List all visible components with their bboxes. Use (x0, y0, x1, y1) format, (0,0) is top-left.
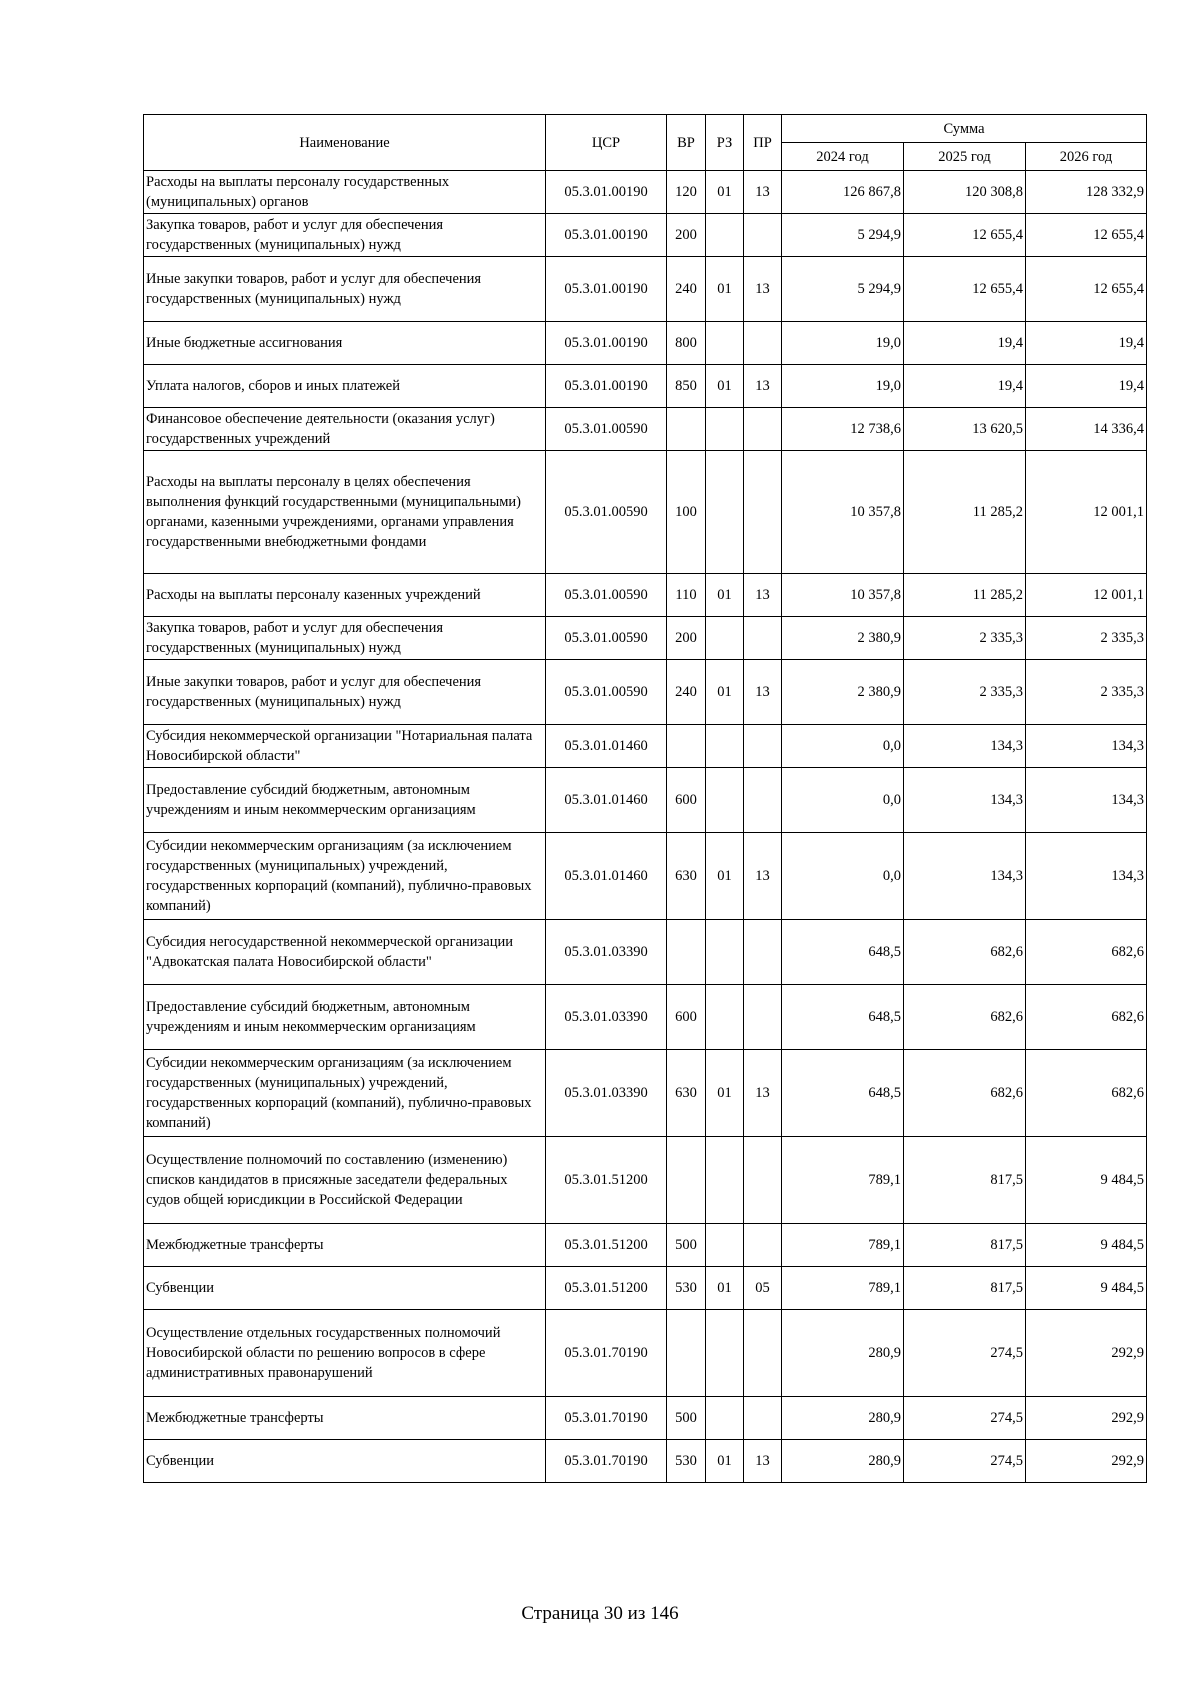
row-name: Финансовое обеспечение деятельности (оказания услуг) государственных учреждений (144, 408, 546, 451)
header-pr: ПР (744, 115, 782, 171)
row-amount-2026: 19,4 (1026, 365, 1147, 408)
row-amount-2024: 648,5 (782, 1050, 904, 1137)
row-amount-2024: 12 738,6 (782, 408, 904, 451)
row-name: Расходы на выплаты персоналу государственных (муниципальных) органов (144, 171, 546, 214)
row-vr (667, 1137, 706, 1224)
row-name: Расходы на выплаты персоналу в целях обеспечения выполнения функций государственными (муниципальными) органами, казенными учреждениями, органами управления государственными внебюджетными фондами (144, 451, 546, 574)
row-rz (706, 1224, 744, 1267)
row-amount-2024: 789,1 (782, 1267, 904, 1310)
row-vr (667, 408, 706, 451)
header-sum: Сумма (782, 115, 1147, 143)
row-amount-2024: 280,9 (782, 1440, 904, 1483)
header-year-2026: 2026 год (1026, 143, 1147, 171)
row-amount-2025: 682,6 (904, 1050, 1026, 1137)
row-vr: 530 (667, 1267, 706, 1310)
row-rz (706, 985, 744, 1050)
header-rz: РЗ (706, 115, 744, 171)
budget-table (143, 114, 1147, 1483)
row-name: Иные закупки товаров, работ и услуг для обеспечения государственных (муниципальных) нужд (144, 660, 546, 725)
row-csr: 05.3.01.00190 (546, 257, 667, 322)
row-csr: 05.3.01.01460 (546, 725, 667, 768)
row-vr: 850 (667, 365, 706, 408)
row-amount-2025: 19,4 (904, 365, 1026, 408)
row-name: Субсидии некоммерческим организациям (за исключением государственных (муниципальных) учреждений, государственных корпораций (компаний), публично-правовых компаний) (144, 833, 546, 920)
table-row (144, 660, 1147, 725)
table-row (144, 1310, 1147, 1397)
row-csr: 05.3.01.01460 (546, 768, 667, 833)
row-amount-2025: 134,3 (904, 725, 1026, 768)
row-csr: 05.3.01.03390 (546, 920, 667, 985)
row-amount-2025: 2 335,3 (904, 617, 1026, 660)
table-row (144, 171, 1147, 214)
row-amount-2025: 682,6 (904, 985, 1026, 1050)
row-csr: 05.3.01.00190 (546, 171, 667, 214)
row-name: Субвенции (144, 1267, 546, 1310)
table-row (144, 451, 1147, 574)
row-amount-2026: 12 655,4 (1026, 214, 1147, 257)
row-csr: 05.3.01.00590 (546, 660, 667, 725)
row-vr: 110 (667, 574, 706, 617)
row-pr (744, 985, 782, 1050)
table-row (144, 1267, 1147, 1310)
table-row (144, 617, 1147, 660)
row-vr: 100 (667, 451, 706, 574)
row-rz: 01 (706, 574, 744, 617)
row-vr: 500 (667, 1224, 706, 1267)
row-pr: 05 (744, 1267, 782, 1310)
row-vr: 530 (667, 1440, 706, 1483)
table-row (144, 1397, 1147, 1440)
row-pr (744, 214, 782, 257)
row-amount-2024: 280,9 (782, 1310, 904, 1397)
row-name: Закупка товаров, работ и услуг для обеспечения государственных (муниципальных) нужд (144, 617, 546, 660)
row-amount-2026: 12 655,4 (1026, 257, 1147, 322)
row-amount-2024: 280,9 (782, 1397, 904, 1440)
row-name: Иные закупки товаров, работ и услуг для обеспечения государственных (муниципальных) нужд (144, 257, 546, 322)
table-row (144, 1440, 1147, 1483)
row-vr: 800 (667, 322, 706, 365)
row-amount-2026: 134,3 (1026, 833, 1147, 920)
row-vr (667, 1310, 706, 1397)
page-number: Страница 30 из 146 (521, 1603, 679, 1624)
row-name: Осуществление отдельных государственных полномочий Новосибирской области по решению вопросов в сфере административных правонарушений (144, 1310, 546, 1397)
row-amount-2024: 0,0 (782, 725, 904, 768)
row-rz (706, 1137, 744, 1224)
table-row (144, 365, 1147, 408)
table-row (144, 1050, 1147, 1137)
row-pr (744, 617, 782, 660)
row-amount-2026: 134,3 (1026, 768, 1147, 833)
row-vr: 630 (667, 1050, 706, 1137)
header-year-2024: 2024 год (782, 143, 904, 171)
row-amount-2026: 682,6 (1026, 1050, 1147, 1137)
row-amount-2026: 292,9 (1026, 1440, 1147, 1483)
row-csr: 05.3.01.00590 (546, 451, 667, 574)
row-amount-2025: 274,5 (904, 1310, 1026, 1397)
table-row (144, 257, 1147, 322)
row-amount-2024: 2 380,9 (782, 617, 904, 660)
row-name: Уплата налогов, сборов и иных платежей (144, 365, 546, 408)
row-amount-2025: 120 308,8 (904, 171, 1026, 214)
row-amount-2024: 10 357,8 (782, 451, 904, 574)
row-amount-2024: 19,0 (782, 365, 904, 408)
row-rz (706, 1310, 744, 1397)
row-name: Закупка товаров, работ и услуг для обеспечения государственных (муниципальных) нужд (144, 214, 546, 257)
row-vr: 600 (667, 985, 706, 1050)
row-rz: 01 (706, 833, 744, 920)
row-csr: 05.3.01.51200 (546, 1267, 667, 1310)
row-amount-2026: 9 484,5 (1026, 1267, 1147, 1310)
row-csr: 05.3.01.00590 (546, 574, 667, 617)
row-amount-2025: 19,4 (904, 322, 1026, 365)
row-csr: 05.3.01.00190 (546, 214, 667, 257)
row-amount-2024: 789,1 (782, 1224, 904, 1267)
row-rz: 01 (706, 365, 744, 408)
row-csr: 05.3.01.00190 (546, 365, 667, 408)
header-csr: ЦСР (546, 115, 667, 171)
row-amount-2024: 126 867,8 (782, 171, 904, 214)
row-rz (706, 725, 744, 768)
row-amount-2025: 817,5 (904, 1267, 1026, 1310)
row-name: Осуществление полномочий по составлению (изменению) списков кандидатов в присяжные заседатели федеральных судов общей юрисдикции в Российской Федерации (144, 1137, 546, 1224)
row-pr (744, 1224, 782, 1267)
row-amount-2026: 292,9 (1026, 1397, 1147, 1440)
row-pr (744, 725, 782, 768)
row-amount-2026: 128 332,9 (1026, 171, 1147, 214)
row-vr: 200 (667, 617, 706, 660)
header-vr: ВР (667, 115, 706, 171)
row-amount-2025: 11 285,2 (904, 451, 1026, 574)
row-amount-2025: 12 655,4 (904, 214, 1026, 257)
row-csr: 05.3.01.51200 (546, 1224, 667, 1267)
row-amount-2026: 134,3 (1026, 725, 1147, 768)
row-amount-2024: 2 380,9 (782, 660, 904, 725)
row-pr (744, 1397, 782, 1440)
row-amount-2026: 292,9 (1026, 1310, 1147, 1397)
row-amount-2026: 19,4 (1026, 322, 1147, 365)
row-rz (706, 322, 744, 365)
row-name: Субсидия некоммерческой организации "Нотариальная палата Новосибирской области" (144, 725, 546, 768)
row-csr: 05.3.01.00590 (546, 408, 667, 451)
row-amount-2025: 134,3 (904, 768, 1026, 833)
row-name: Субсидии некоммерческим организациям (за исключением государственных (муниципальных) учреждений, государственных корпораций (компаний), публично-правовых компаний) (144, 1050, 546, 1137)
table-body (144, 171, 1147, 1483)
row-amount-2025: 817,5 (904, 1224, 1026, 1267)
row-csr: 05.3.01.51200 (546, 1137, 667, 1224)
row-csr: 05.3.01.70190 (546, 1310, 667, 1397)
table-header (144, 115, 1147, 171)
row-rz: 01 (706, 171, 744, 214)
row-vr: 630 (667, 833, 706, 920)
table-row (144, 322, 1147, 365)
row-csr: 05.3.01.70190 (546, 1440, 667, 1483)
row-amount-2025: 11 285,2 (904, 574, 1026, 617)
row-name: Субвенции (144, 1440, 546, 1483)
row-name: Предоставление субсидий бюджетным, автономным учреждениям и иным некоммерческим организациям (144, 985, 546, 1050)
row-pr: 13 (744, 365, 782, 408)
row-amount-2026: 12 001,1 (1026, 574, 1147, 617)
table-row (144, 920, 1147, 985)
row-pr: 13 (744, 257, 782, 322)
row-csr: 05.3.01.00590 (546, 617, 667, 660)
row-amount-2024: 0,0 (782, 833, 904, 920)
row-rz (706, 920, 744, 985)
row-vr: 200 (667, 214, 706, 257)
row-rz: 01 (706, 1267, 744, 1310)
row-amount-2025: 817,5 (904, 1137, 1026, 1224)
table-row (144, 574, 1147, 617)
row-amount-2026: 9 484,5 (1026, 1137, 1147, 1224)
header-year-2025: 2025 год (904, 143, 1026, 171)
row-pr (744, 768, 782, 833)
row-pr: 13 (744, 171, 782, 214)
row-rz (706, 1397, 744, 1440)
row-csr: 05.3.01.70190 (546, 1397, 667, 1440)
row-pr (744, 408, 782, 451)
row-vr: 600 (667, 768, 706, 833)
row-pr (744, 451, 782, 574)
table-row (144, 1137, 1147, 1224)
row-pr (744, 920, 782, 985)
row-amount-2025: 13 620,5 (904, 408, 1026, 451)
row-amount-2025: 274,5 (904, 1397, 1026, 1440)
row-amount-2025: 134,3 (904, 833, 1026, 920)
row-csr: 05.3.01.03390 (546, 985, 667, 1050)
row-pr: 13 (744, 660, 782, 725)
row-vr: 240 (667, 257, 706, 322)
row-amount-2024: 10 357,8 (782, 574, 904, 617)
row-rz: 01 (706, 1440, 744, 1483)
row-amount-2026: 682,6 (1026, 920, 1147, 985)
row-pr (744, 1137, 782, 1224)
row-amount-2024: 648,5 (782, 920, 904, 985)
row-pr (744, 1310, 782, 1397)
row-amount-2025: 682,6 (904, 920, 1026, 985)
row-amount-2026: 12 001,1 (1026, 451, 1147, 574)
table-row (144, 768, 1147, 833)
row-rz (706, 617, 744, 660)
table-row (144, 1224, 1147, 1267)
row-amount-2024: 0,0 (782, 768, 904, 833)
row-amount-2025: 274,5 (904, 1440, 1026, 1483)
row-name: Иные бюджетные ассигнования (144, 322, 546, 365)
row-pr: 13 (744, 1050, 782, 1137)
row-name: Межбюджетные трансферты (144, 1397, 546, 1440)
row-rz: 01 (706, 257, 744, 322)
row-vr (667, 920, 706, 985)
row-vr: 500 (667, 1397, 706, 1440)
row-pr (744, 322, 782, 365)
row-rz (706, 768, 744, 833)
table-row (144, 985, 1147, 1050)
row-amount-2026: 14 336,4 (1026, 408, 1147, 451)
row-amount-2024: 5 294,9 (782, 214, 904, 257)
row-vr: 240 (667, 660, 706, 725)
row-name: Предоставление субсидий бюджетным, автономным учреждениям и иным некоммерческим организациям (144, 768, 546, 833)
row-amount-2026: 2 335,3 (1026, 617, 1147, 660)
row-csr: 05.3.01.00190 (546, 322, 667, 365)
row-amount-2026: 2 335,3 (1026, 660, 1147, 725)
row-pr: 13 (744, 574, 782, 617)
row-name: Межбюджетные трансферты (144, 1224, 546, 1267)
header-row-1 (144, 115, 1147, 143)
row-amount-2024: 789,1 (782, 1137, 904, 1224)
row-amount-2026: 9 484,5 (1026, 1224, 1147, 1267)
table-row (144, 833, 1147, 920)
row-name: Субсидия негосударственной некоммерческой организации "Адвокатская палата Новосибирской области" (144, 920, 546, 985)
row-csr: 05.3.01.03390 (546, 1050, 667, 1137)
row-amount-2025: 2 335,3 (904, 660, 1026, 725)
row-amount-2024: 5 294,9 (782, 257, 904, 322)
table-row (144, 408, 1147, 451)
row-vr (667, 725, 706, 768)
table-row (144, 214, 1147, 257)
row-amount-2024: 648,5 (782, 985, 904, 1050)
row-amount-2026: 682,6 (1026, 985, 1147, 1050)
row-csr: 05.3.01.01460 (546, 833, 667, 920)
row-amount-2025: 12 655,4 (904, 257, 1026, 322)
row-amount-2024: 19,0 (782, 322, 904, 365)
row-rz (706, 408, 744, 451)
row-rz: 01 (706, 1050, 744, 1137)
row-rz (706, 451, 744, 574)
row-rz (706, 214, 744, 257)
table-row (144, 725, 1147, 768)
header-name: Наименование (144, 115, 546, 171)
row-name: Расходы на выплаты персоналу казенных учреждений (144, 574, 546, 617)
row-vr: 120 (667, 171, 706, 214)
row-pr: 13 (744, 1440, 782, 1483)
row-pr: 13 (744, 833, 782, 920)
row-rz: 01 (706, 660, 744, 725)
